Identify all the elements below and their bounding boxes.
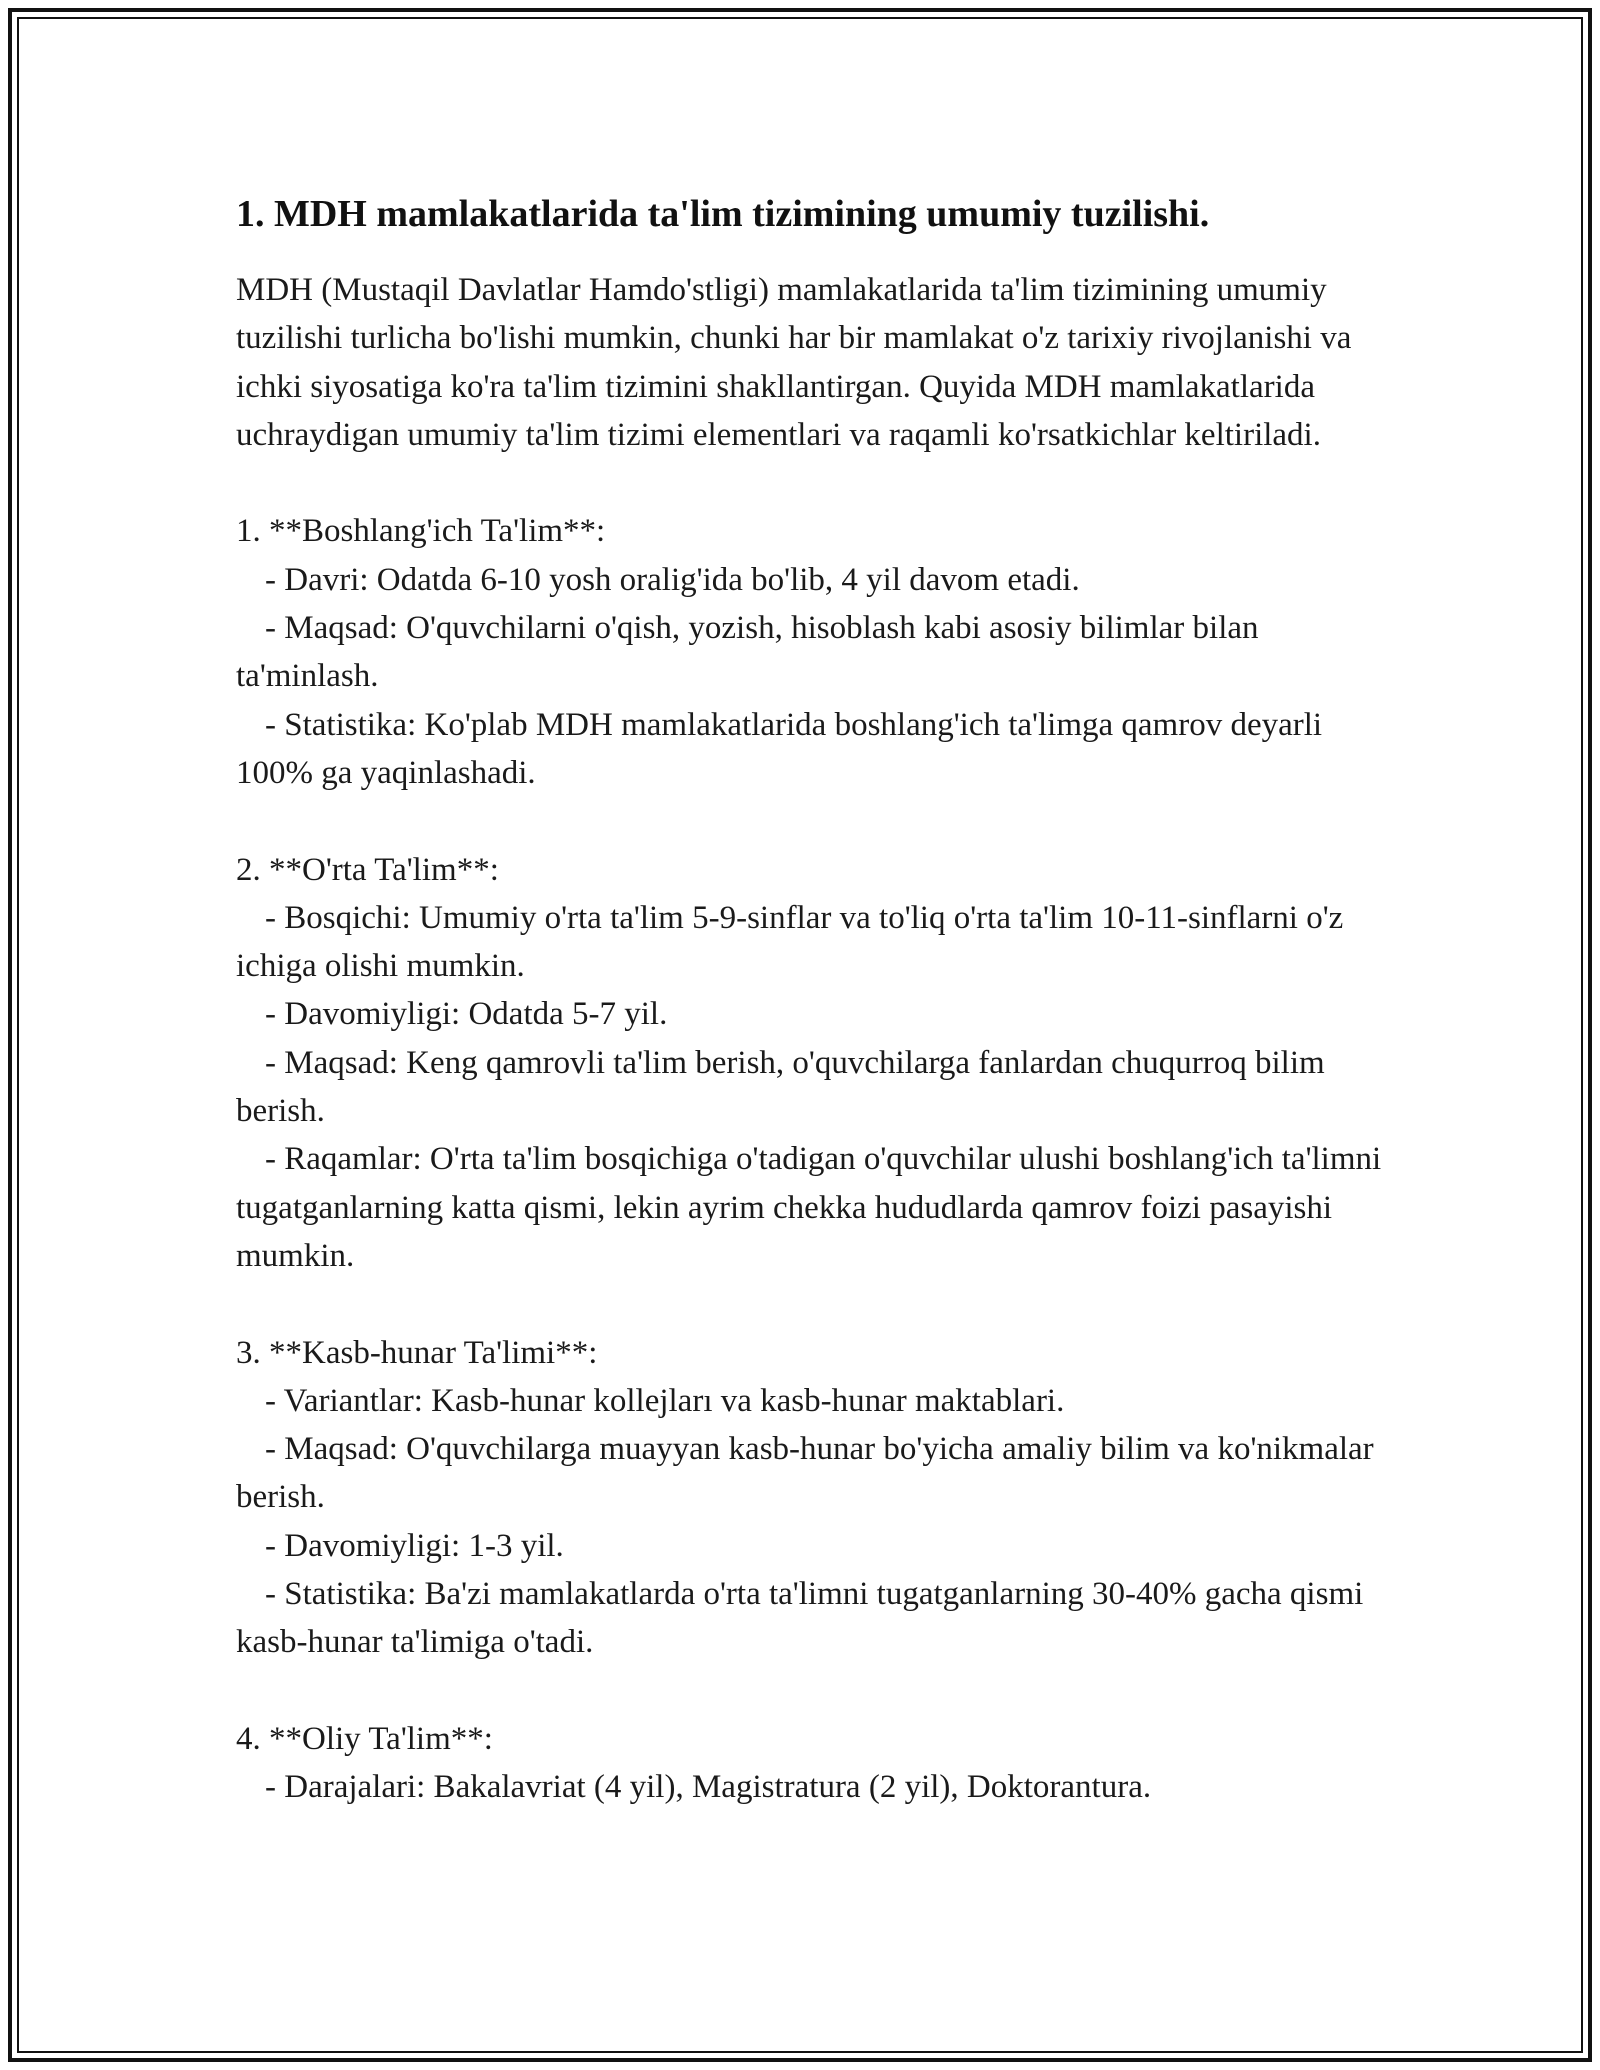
document-body bbox=[236, 188, 1386, 1812]
section-title: 3. **Kasb-hunar Ta'limi**: bbox=[236, 1334, 598, 1371]
section-title: 4. **Oliy Ta'lim**: bbox=[236, 1720, 493, 1757]
list-item: - Davomiyligi: Odatda 5-7 yil. bbox=[265, 996, 668, 1033]
section-title: 2. **O'rta Ta'lim**: bbox=[236, 851, 499, 888]
list-item: - Darajalari: Bakalavriat (4 yil), Magistratura (2 yil), Doktorantura. bbox=[265, 1769, 1152, 1806]
list-item: - Statistika: Ko'plab MDH mamlakatlarida boshlang'ich ta'limga qamrov deyarli 100% ga yaqinlashadi. bbox=[236, 706, 1323, 791]
paragraph-gap bbox=[236, 1667, 1386, 1715]
list-item: - Maqsad: Keng qamrovli ta'lim berish, o'quvchilarga fanlardan chuqurroq bilim berish. bbox=[236, 1044, 1325, 1130]
section-vocational-education bbox=[236, 1329, 1386, 1667]
list-item: - Raqamlar: O'rta ta'lim bosqichiga o'tadigan o'quvchilar ulushi boshlang'ich ta'limni tugatganlarning katta qismi, lekin ayrim chekka hududlarda qamrov foizi pasayishi mumkin. bbox=[236, 1141, 1382, 1274]
section-primary-education bbox=[236, 507, 1386, 797]
section-higher-education bbox=[236, 1715, 1386, 1812]
paragraph-gap bbox=[236, 797, 1386, 845]
list-item: - Davri: Odatda 6-10 yosh oralig'ida bo'lib, 4 yil davom etadi. bbox=[265, 561, 1080, 598]
list-item: - Variantlar: Kasb-hunar kollejları va kasb-hunar maktablari. bbox=[265, 1382, 1065, 1419]
intro-paragraph: MDH (Mustaqil Davlatlar Hamdo'stligi) mamlakatlarida ta'lim tizimining umumiy tuzilishi turlicha bo'lishi mumkin, chunki har bir mamlakat o'z tarixiy rivojlanishi va ichki siyosatiga ko'ra ta'lim tizimini shakllantirgan. Quyida MDH mamlakatlarida uchraydigan umumiy ta'lim tizimi elementlari va raqamli ko'rsatkichlar keltiriladi. bbox=[236, 272, 1352, 453]
list-item: - Bosqichi: Umumiy o'rta ta'lim 5-9-sinflar va to'liq o'rta ta'lim 10-11-sinflarni o'z ichiga olishi mumkin. bbox=[236, 899, 1344, 985]
list-item: - Davomiyligi: 1-3 yil. bbox=[265, 1527, 564, 1564]
document-heading: 1. MDH mamlakatlarida ta'lim tizimining umumiy tuzilishi. bbox=[236, 193, 1210, 235]
paragraph-gap bbox=[236, 1280, 1386, 1328]
section-secondary-education bbox=[236, 846, 1386, 1281]
paragraph-gap bbox=[236, 459, 1386, 507]
list-item: - Statistika: Ba'zi mamlakatlarda o'rta ta'limni tugatganlarning 30-40% gacha qismi kasb-hunar ta'limiga o'tadi. bbox=[236, 1576, 1364, 1661]
list-item: - Maqsad: O'quvchilarga muayyan kasb-hunar bo'yicha amaliy bilim va ko'nikmalar berish. bbox=[236, 1431, 1374, 1516]
section-title: 1. **Boshlang'ich Ta'lim**: bbox=[236, 513, 606, 550]
list-item: - Maqsad: O'quvchilarni o'qish, yozish, hisoblash kabi asosiy bilimlar bilan ta'minlash. bbox=[236, 610, 1259, 695]
